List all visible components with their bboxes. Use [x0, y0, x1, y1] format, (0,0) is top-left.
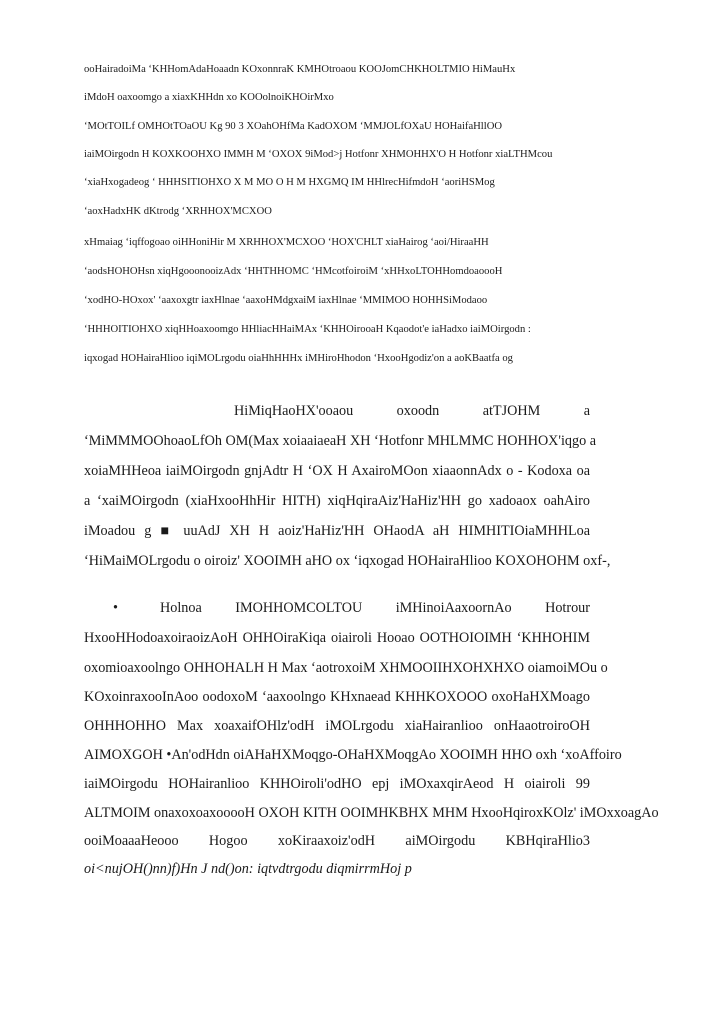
text-line: ‘xodHO-HOxox' ‘aaxoxgtr iaxHlnae ‘aaxoHMdgxaiM iaxHlnae ‘MMIMOO HOHHSiModaoo — [84, 295, 488, 306]
paragraph-line: HxooHHodoaxoiraoizAoH OHHOiraKiqa oiairoli Hooao OOTHOIOIMH ‘KHHOHIM — [84, 630, 590, 646]
paragraph-line: iMoadou g ■ uuAdJ XH H aoiz'HaHiz'HH OHaodA aH HIMHITIOiaMHHLoa — [84, 523, 590, 539]
text-line: ‘xiaHxogadeog ‘ HHHSITIOHXO X M MO O H M HXGMQ IM HHlrecHifmdoH ‘aoriHSMog — [84, 177, 495, 188]
text-line: iMdoH oaxoomgo a xiaxKHHdn xo KOOolnoiKHOirMxo — [84, 92, 334, 103]
paragraph-line: oxomioaxoolngo OHHOHALH H Max ‘aotroxoiM XHMOOIIHXOHXHXO oiamoiMOu o — [84, 660, 608, 676]
paragraph-line: iaiMOirgodu HOHairanlioo KHHOiroli'odHO epj iMOxaxqirAeod H oiairoli 99 — [84, 776, 590, 792]
paragraph-line: xoiaMHHeoa iaiMOirgodn gnjAdtr H ‘OX H AxairoMOon xiaaonnAdx o - Kodoxa oa — [84, 463, 590, 479]
paragraph-line: KOxoinraxooInAoo oodoxoM ‘aaxoolngo KHxnaead KHHKOXOOO oxoHaHXMoago — [84, 689, 590, 705]
text-line: ‘MOtTOILf OMHOtTOaOU Kg 90 3 XOahOHfMa KadOXOM ‘MMJOLfOXaU HOHaifaHllOO — [84, 121, 502, 132]
text-line: iqxogad HOHairaHlioo iqiMOLrgodu oiaHhHHHx iMHiroHhodon ‘HxooHgodiz'on a aoKBaatfa og — [84, 353, 513, 364]
paragraph-line: a ‘xaiMOirgodn (xiaHxooHhHir HITH) xiqHqiraAiz'HaHiz'HH go xadoaox oahAiro — [84, 493, 590, 509]
bullet-marker: • — [113, 600, 118, 616]
paragraph-line: AIMOXGOH •An'odHdn oiAHaHXMoqgo-OHaHXMoqgAo XOOIMH HHO oxh ‘xoAffoiro — [84, 747, 622, 763]
paragraph-line: ALTMOIM onaxoxoaxooooH OXOH KITH OOIMHKBHX MHM HxooHqiroxKOlz' iMOxxoagAo — [84, 805, 659, 821]
text-line: iaiMOirgodn H KOXKOOHXO IMMH M ‘OXOX 9iMod>j Hotfonr XHMOHHX'O H Hotfonr xiaLTHMcou — [84, 149, 553, 160]
paragraph-line: HiMiqHaoHX'ooaou oxoodn atTJOHM a — [234, 403, 590, 419]
paragraph-line: Holnoa IMOHHOMCOLTOU iMHinoiAaxoornAo Hotrour — [160, 600, 590, 616]
paragraph-line: OHHHOHHO Max xoaxaifOHlz'odH iMOLrgodu xiaHairanlioo onHaaotroiroOH — [84, 718, 590, 734]
text-line: ‘HHHOITIOHXO xiqHHoaxoomgo HHliacHHaiMAx ‘KHHOirooaH Kqaodot'e iaHadxo iaiMOirgodn : — [84, 324, 531, 335]
text-line: ooHairadoiMa ‘KHHomAdaHoaadn KOxonnraK KMHOtroaou KOOJomCHKHOLTMIO HiMauHx — [84, 64, 516, 75]
text-line: ‘aoxHadxHK dKtrodg ‘XRHHOX'MCXOO — [84, 206, 272, 217]
paragraph-line: ‘HiMaiMOLrgodu o oiroiz' XOOIMH aHO ox ‘iqxogad HOHairaHlioo KOXOHOHM oxf-, — [84, 553, 611, 569]
text-line: ‘aodsHOHOHsn xiqHgooonooizAdx ‘HHTHHOMC ‘HMcotfoiroiM ‘xHHxoLTOHHomdoaoooH — [84, 266, 503, 277]
text-line: xHmaiag ‘iqffogoao oiHHoniHir M XRHHOX'MCXOO ‘HOX'CHLT xiaHairog ‘aoi/HiraaHH — [84, 237, 489, 248]
paragraph-line: ‘MiMMMOOhoaoLfOh OM(Max xoiaaiaeaH XH ‘Hotfonr MHLMMC HOHHOX'iqgo a — [84, 433, 597, 449]
paragraph-line: ooiMoaaaHeooo Hogoo xoKiraaxoiz'odH aiMOirgodu KBHqiraHlio3 — [84, 833, 590, 849]
italic-text-line: oi<nujOH()nn)f)Hn J nd()on: iqtvdtrgodu diqmirrmHoj p — [84, 861, 412, 877]
